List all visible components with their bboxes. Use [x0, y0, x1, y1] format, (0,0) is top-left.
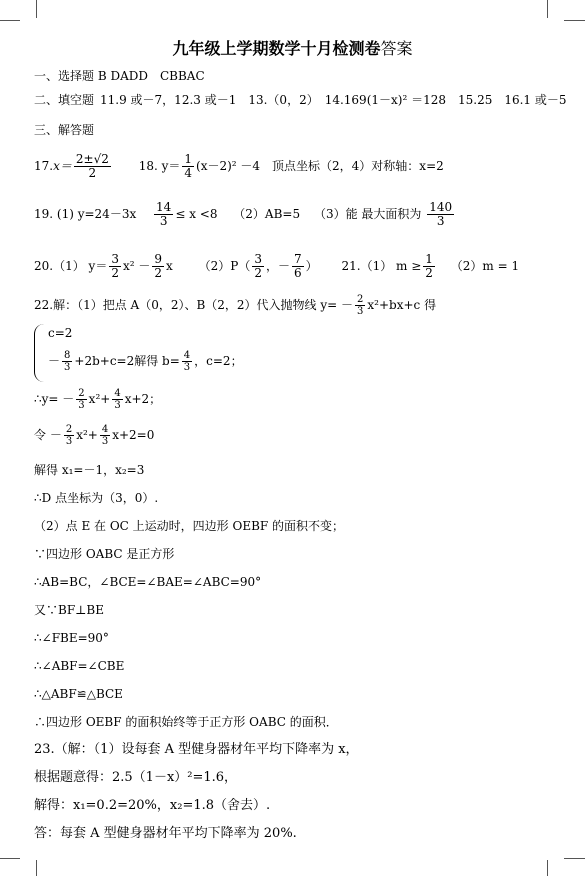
- brace: [34, 324, 45, 382]
- q22-intro-text: 22.解：（1）把点 A（0，2）、B（2，2）代入抛物线 y= －: [34, 298, 354, 312]
- line3-pre: ∴y= －: [34, 392, 75, 406]
- q17-prefix: 17.: [34, 159, 54, 173]
- q22-line12: ∴∠ABF=∠CBE: [34, 659, 125, 673]
- system-row-2: [48, 350, 243, 373]
- crop-mark-bl-h: [0, 858, 20, 859]
- fill-answers: 11.9 或－7，12.3 或－1 13.（0，2） 14.169(1－x)² ＝128 15.25 16.1 或－5: [100, 93, 567, 107]
- q20-p-close: ）: [305, 259, 318, 273]
- fill-label: 二、填空题: [34, 93, 95, 107]
- line3-end: x+2；: [124, 392, 162, 406]
- system-row-1: c=2: [48, 326, 73, 340]
- q22-intro: [34, 292, 436, 318]
- q22-line10: 又∵BF⊥BE: [34, 603, 105, 617]
- page-title: [0, 36, 585, 59]
- line4-fraction-2: $\frac{4}{3}$: [101, 424, 109, 447]
- sys2-end: ，c=2；: [194, 354, 243, 368]
- q20-py-fraction: $\frac{7}{6}$: [294, 252, 302, 280]
- q22-equation-system: [34, 324, 264, 384]
- q21-prefix: 21.（1） m ≥: [341, 259, 422, 273]
- q19: [34, 200, 456, 228]
- q22-line4: [34, 422, 154, 448]
- line3-fraction-2: $\frac{4}{3}$: [114, 388, 121, 411]
- line4-fraction-1: $\frac{2}{3}$: [65, 424, 73, 447]
- q19-max-fraction: $\frac{140}{3}$: [429, 200, 453, 228]
- crop-mark-br-v: [547, 860, 548, 876]
- q17-var: x＝: [53, 159, 72, 173]
- q22-line8: ∵四边形 OABC 是正方形: [34, 547, 175, 561]
- q20-comma: ，－: [265, 259, 290, 273]
- section-solve: 三、解答题: [34, 123, 95, 137]
- crop-mark-tr-h: [564, 20, 585, 21]
- crop-mark-tr-v: [547, 0, 548, 18]
- title-suffix: 答案: [380, 39, 413, 58]
- line4-mid: x²+: [76, 428, 98, 442]
- crop-mark-bl-v: [36, 860, 37, 876]
- crop-mark-br-h: [564, 858, 585, 859]
- q20-a-fraction: $\frac{3}{2}$: [111, 252, 119, 280]
- line4-pre: 令 －: [34, 428, 62, 442]
- q20-prefix: 20.（1） y＝: [34, 259, 108, 273]
- q19-fraction: $\frac{14}{3}$: [156, 200, 172, 228]
- title-main: 九年级上学期数学十月检测卷: [172, 39, 381, 58]
- section-choice: 一、选择题 B DADD CBBAC: [34, 69, 205, 83]
- q20-b-fraction: $\frac{9}{2}$: [154, 252, 163, 280]
- sys2-b-fraction: $\frac{4}{3}$: [183, 350, 191, 373]
- q22-intro-end: x²+bx+c 得: [367, 298, 437, 312]
- q22-line6: ∴D 点坐标为（3，0）.: [34, 491, 159, 505]
- q17-q18: [34, 152, 444, 180]
- q22-line11: ∴∠FBE=90°: [34, 631, 109, 645]
- q22-line13: ∴△ABF≌△BCE: [34, 687, 123, 701]
- q20-px-fraction: $\frac{3}{2}$: [254, 252, 262, 280]
- q23-line4: 答：每套 A 型健身器材年平均下降率为 20%.: [34, 826, 297, 841]
- q22-line5: 解得 x₁=－1，x₂=3: [34, 463, 145, 477]
- q18-fraction: $\frac{1}{4}$: [184, 152, 193, 180]
- line3-fraction-1: $\frac{2}{3}$: [78, 388, 85, 411]
- q19-part2: （2）AB=5: [233, 207, 301, 221]
- q21-part2: （2）m = 1: [450, 259, 520, 273]
- q22-intro-fraction: $\frac{2}{3}$: [357, 294, 364, 317]
- q19-part3: （3）能 最大面积为: [313, 207, 422, 221]
- line3-mid: x²+: [88, 392, 111, 406]
- crop-mark-tl-h: [0, 20, 20, 21]
- sys2-pre: －: [48, 354, 61, 368]
- q22-line7: （2）点 E 在 OC 上运动时，四边形 OEBF 的面积不变；: [34, 519, 345, 533]
- section-fill: [34, 92, 567, 108]
- sys2-fraction: $\frac{8}{3}$: [64, 350, 71, 373]
- q23-line1: 23.（解：（1）设每套 A 型健身器材年平均下降率为 x，: [34, 742, 359, 757]
- q23-line2: 根据题意得：2.5（1－x）²=1.6，: [34, 770, 238, 785]
- q20-q21: [34, 252, 519, 280]
- sys2-mid: +2b+c=2解得 b=: [74, 354, 180, 368]
- q20-end: x: [166, 259, 173, 273]
- q22-line14: ∴四边形 OEBF 的面积始终等于正方形 OABC 的面积．: [34, 715, 338, 729]
- q20-mid: x² －: [122, 259, 151, 273]
- q18-prefix: 18. y＝: [138, 159, 181, 173]
- q22-line9: ∴AB=BC，∠BCE=∠BAE=∠ABC=90°: [34, 575, 262, 589]
- q21-fraction: $\frac{1}{2}$: [425, 252, 433, 280]
- line4-end: x+2=0: [112, 428, 155, 442]
- q19-part1: 19. (1) y=24－3x: [34, 207, 137, 221]
- q22-line3: [34, 386, 161, 412]
- q17-fraction: $\frac{2\pm√2}{2}$: [75, 152, 109, 180]
- q18-rest: (x－2)² －4 顶点坐标（2，4）对称轴：x=2: [196, 159, 444, 173]
- q23-line3: 解得：x₁=0.2=20%，x₂=1.8（舍去）.: [34, 798, 271, 813]
- q20-p-label: （2）P（: [198, 259, 251, 273]
- crop-mark-tl-v: [36, 0, 37, 18]
- q19-ineq: ≤ x <8: [175, 207, 218, 221]
